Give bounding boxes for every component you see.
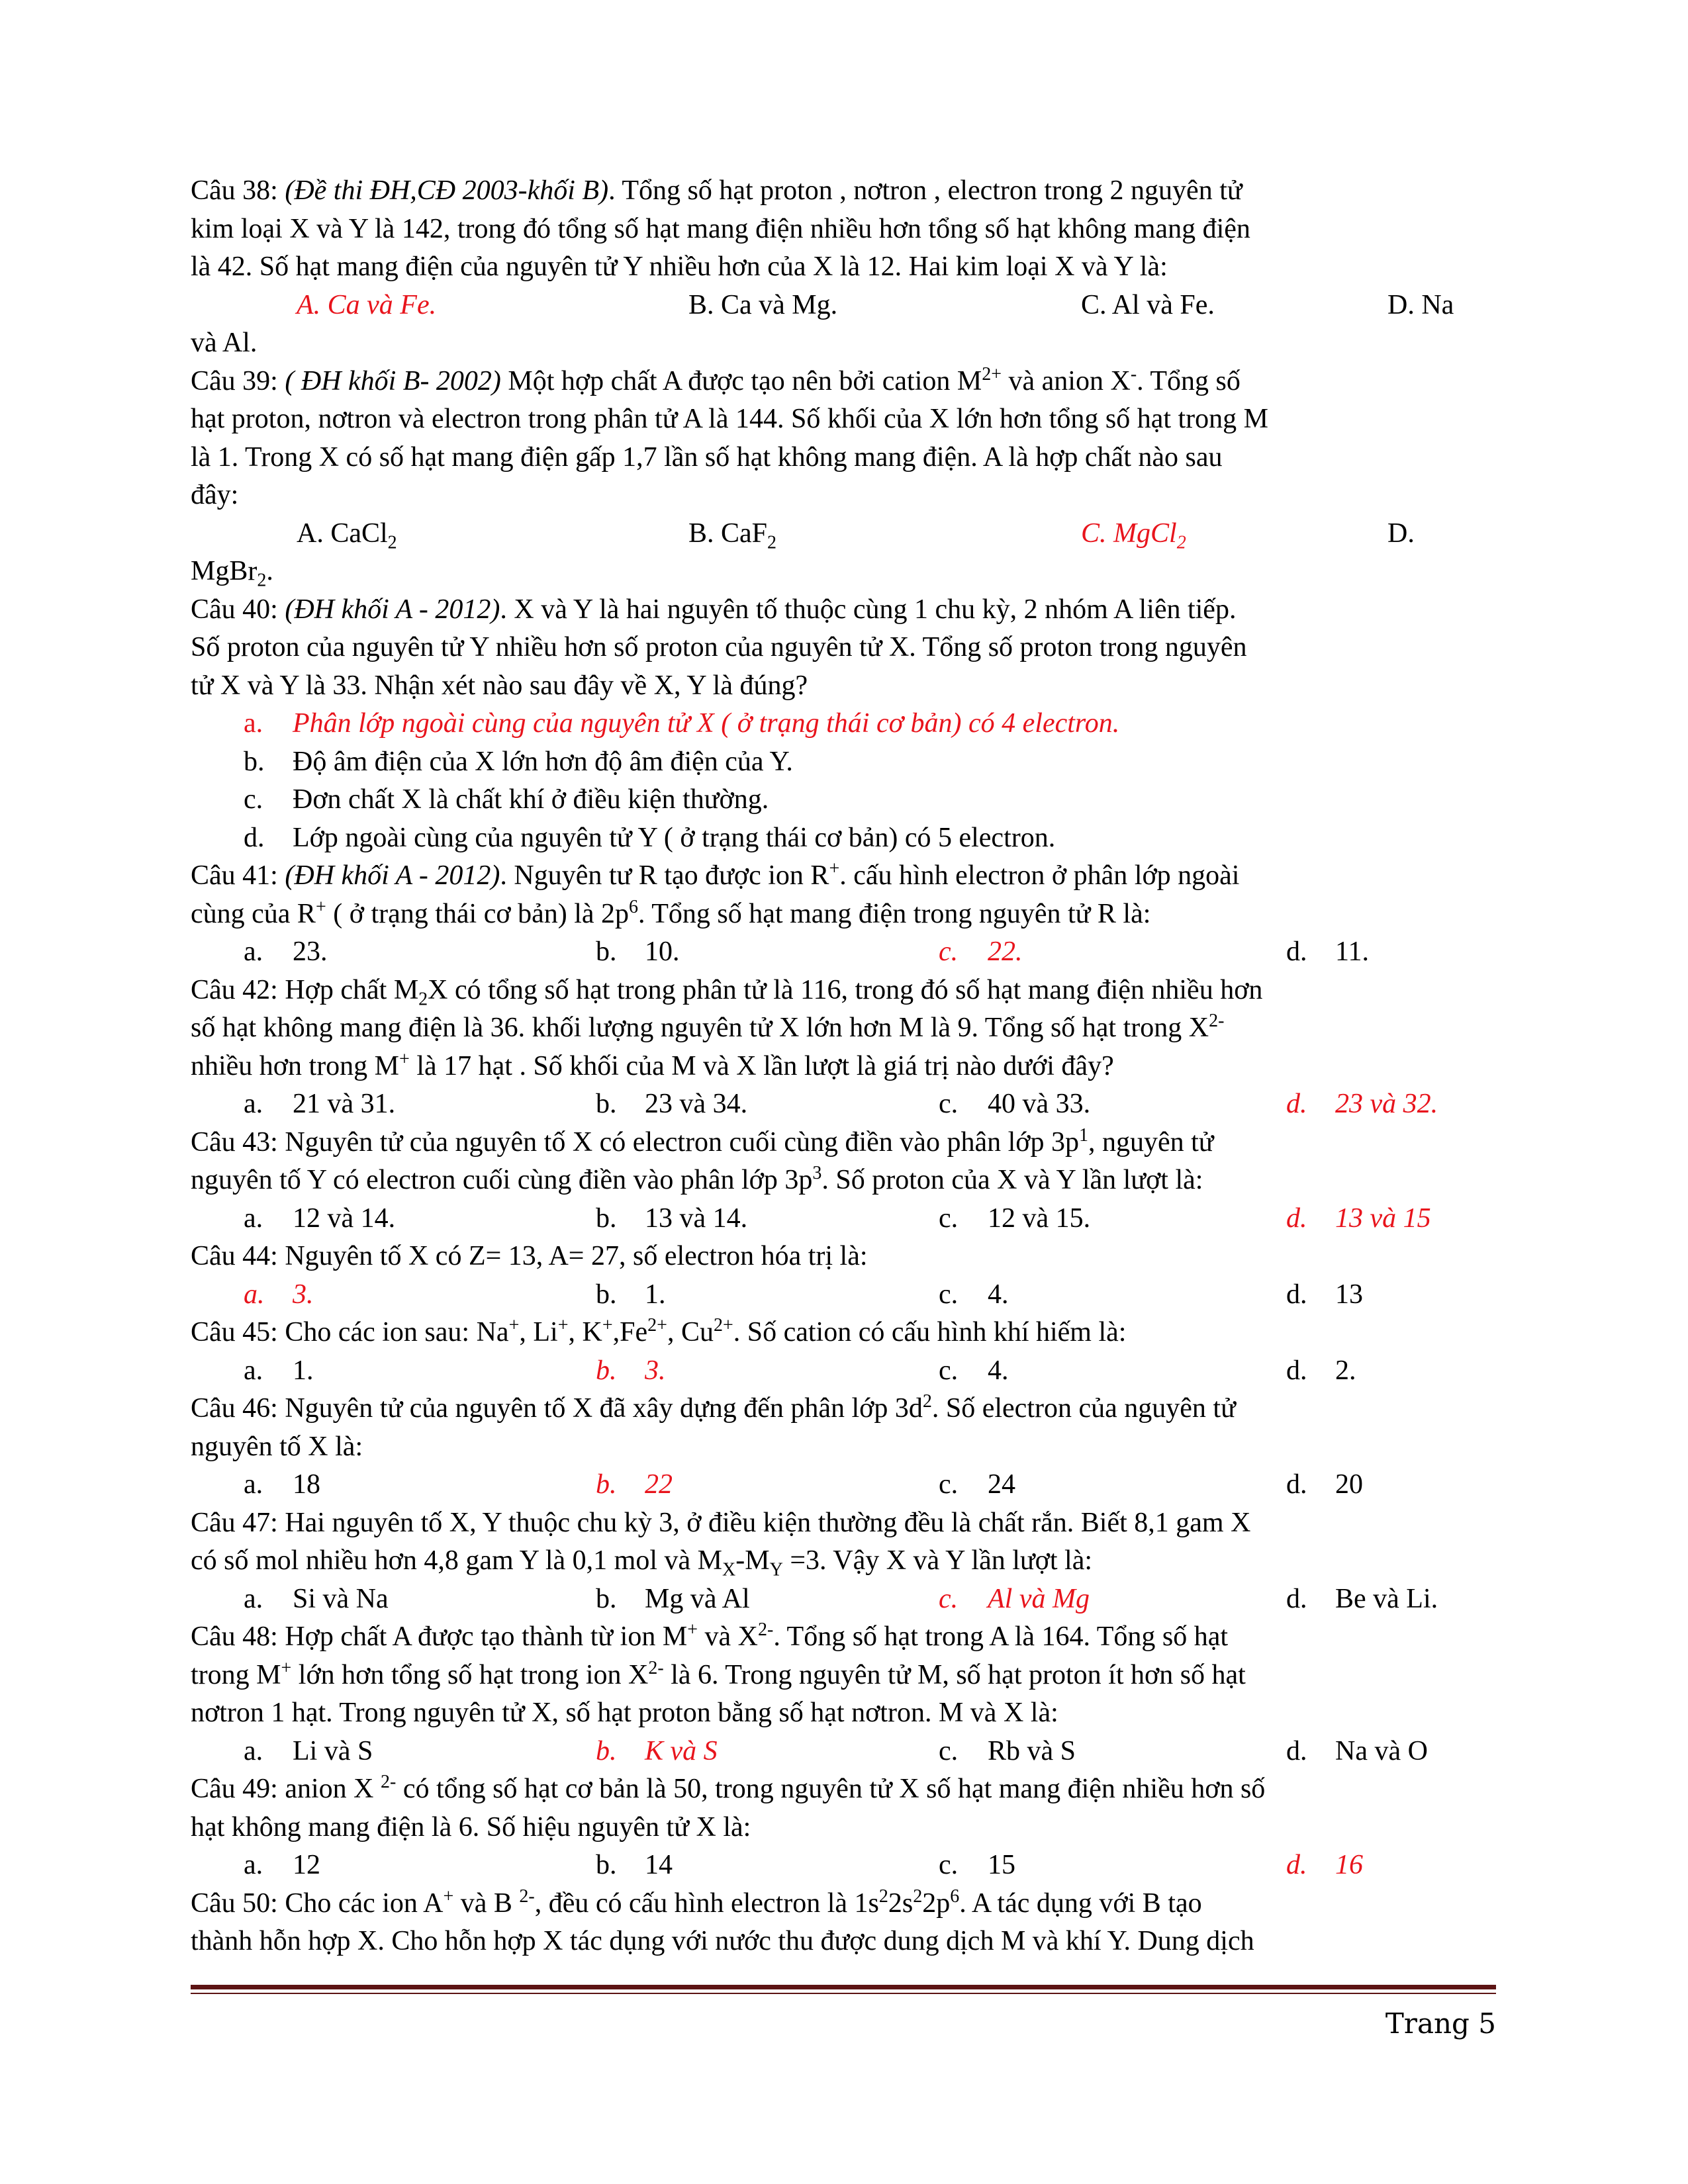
question-text: Nguyên tố X có Z= 13, A= 27, số electron hóa trị là: bbox=[285, 1241, 868, 1271]
option-text: 10. bbox=[645, 936, 680, 967]
question-number: Câu 48: bbox=[191, 1621, 285, 1652]
option-text: Al và Mg bbox=[988, 1583, 1090, 1614]
q38-line-4: và Al. bbox=[191, 328, 258, 358]
question-text: Cho các ion A bbox=[285, 1888, 444, 1919]
option-letter: d. bbox=[1286, 1469, 1307, 1500]
question-text: , đều có cấu hình electron là 1s bbox=[534, 1888, 879, 1919]
q38-options bbox=[191, 287, 1495, 325]
option-text: C. MgCl bbox=[1081, 518, 1177, 549]
q49-line-2: hạt không mang điện là 6. Số hiệu nguyên tử X là: bbox=[191, 1811, 751, 1843]
option-text: 40 và 33. bbox=[988, 1089, 1091, 1119]
superscript: + bbox=[687, 1619, 698, 1640]
question-text: 2s bbox=[888, 1888, 914, 1919]
option-text: 14 bbox=[645, 1850, 673, 1880]
question-text: . Số proton của X và Y lần lượt là: bbox=[821, 1165, 1203, 1195]
question-number: Câu 42: bbox=[191, 974, 285, 1005]
option-letter: a. bbox=[244, 708, 263, 739]
option-a: A. Ca và Fe. bbox=[297, 289, 437, 320]
option-b bbox=[596, 1466, 673, 1504]
q40-option-a bbox=[191, 705, 1495, 743]
option-a bbox=[244, 1276, 314, 1314]
q45-line-1 bbox=[191, 1314, 1495, 1352]
option-a bbox=[244, 1466, 320, 1504]
option-b bbox=[596, 1733, 718, 1771]
option-d bbox=[1286, 1200, 1431, 1238]
option-text: 12 và 15. bbox=[988, 1203, 1091, 1234]
option-letter: b. bbox=[596, 1469, 617, 1500]
superscript: 6 bbox=[629, 896, 639, 917]
question-number: Câu 45: bbox=[191, 1317, 285, 1347]
option-letter: b. bbox=[596, 1355, 617, 1386]
q41-options bbox=[191, 933, 1495, 972]
option-b bbox=[688, 515, 776, 553]
option-c bbox=[939, 933, 1023, 972]
subscript: 2 bbox=[1176, 531, 1186, 553]
superscript: 2- bbox=[519, 1886, 535, 1907]
superscript: 3 bbox=[812, 1163, 822, 1183]
q50-line-2: thành hỗn hợp X. Cho hỗn hợp X tác dụng với nước thu được dung dịch M và khí Y. Dung dịch bbox=[191, 1926, 1254, 1956]
option-text: Mg và Al bbox=[645, 1583, 750, 1614]
q39-line-2: hạt proton, nơtron và electron trong phân tử A là 144. Số khối của X lớn hơn tổng số hạt trong M bbox=[191, 404, 1269, 434]
option-letter: a. bbox=[244, 1203, 263, 1234]
option-a bbox=[244, 1352, 314, 1390]
q48-line-3: nơtron 1 hạt. Trong nguyên tử X, số hạt proton bằng số hạt nơtron. M và X là: bbox=[191, 1698, 1058, 1728]
option-letter: d. bbox=[1286, 1735, 1307, 1766]
option-text: 22 bbox=[645, 1469, 673, 1500]
option-text: Na và O bbox=[1335, 1735, 1428, 1766]
question-text: . A tác dụng với B tạo bbox=[959, 1888, 1202, 1919]
option-c bbox=[939, 1085, 1090, 1124]
question-text: . Nguyên tư R tạo được ion R bbox=[500, 860, 829, 891]
subscript: 2 bbox=[387, 531, 397, 553]
option-text: Đơn chất X là chất khí ở điều kiện thường. bbox=[293, 784, 769, 815]
question-text: Cho các ion sau: Na bbox=[285, 1317, 509, 1347]
superscript: + bbox=[443, 1886, 454, 1907]
option-text: 1. bbox=[645, 1279, 666, 1310]
q46-options bbox=[191, 1466, 1495, 1504]
q38-line-1 bbox=[191, 172, 1495, 210]
q43-line-2 bbox=[191, 1161, 1495, 1200]
option-letter: c. bbox=[939, 1355, 959, 1386]
option-d bbox=[1286, 1276, 1363, 1314]
q39-line-5 bbox=[191, 553, 1495, 591]
option-text: . bbox=[266, 556, 273, 586]
question-text: , Li bbox=[519, 1317, 558, 1347]
q47-options bbox=[191, 1580, 1495, 1619]
question-text: -M bbox=[735, 1545, 770, 1576]
q39-options bbox=[191, 515, 1495, 553]
document-body bbox=[191, 172, 1495, 1961]
option-b bbox=[596, 1580, 750, 1619]
question-text: . Tổng số hạt trong A là 164. Tổng số hạt bbox=[773, 1621, 1229, 1652]
question-source: (ĐH khối A - 2012) bbox=[285, 860, 500, 891]
question-text: . Số electron của nguyên tử bbox=[931, 1393, 1236, 1424]
question-number: Câu 46: bbox=[191, 1393, 285, 1424]
superscript: - bbox=[1130, 363, 1137, 385]
option-b bbox=[596, 1352, 666, 1390]
question-text: có số mol nhiều hơn 4,8 gam Y là 0,1 mol và M bbox=[191, 1545, 723, 1576]
q49-line-1 bbox=[191, 1770, 1495, 1809]
option-text: Độ âm điện của X lớn hơn độ âm điện của Y. bbox=[293, 746, 793, 777]
option-c bbox=[939, 1846, 1015, 1885]
option-d bbox=[1286, 1733, 1428, 1771]
footer-rule-thick bbox=[191, 1985, 1496, 1989]
q41-line-2 bbox=[191, 895, 1495, 934]
option-letter: a. bbox=[244, 1735, 263, 1766]
option-text: Si và Na bbox=[293, 1583, 389, 1614]
question-text: cùng của R bbox=[191, 898, 316, 929]
question-text: , K bbox=[568, 1317, 602, 1347]
option-letter: a. bbox=[244, 1850, 263, 1880]
option-c bbox=[939, 1276, 1009, 1314]
question-text: và anion X bbox=[1002, 365, 1131, 396]
question-number: Câu 43: bbox=[191, 1126, 285, 1158]
option-text: 13 và 14. bbox=[645, 1203, 748, 1234]
question-source: (Đề thi ĐH,CĐ 2003-khối B) bbox=[285, 175, 609, 206]
option-text: 3. bbox=[293, 1279, 314, 1310]
option-c: C. Al và Fe. bbox=[1081, 289, 1215, 320]
q45-options bbox=[191, 1352, 1495, 1390]
option-a bbox=[244, 933, 328, 972]
option-d bbox=[1286, 933, 1369, 972]
q47-line-2 bbox=[191, 1542, 1495, 1580]
option-letter: a. bbox=[244, 1583, 263, 1614]
question-text: Nguyên tử của nguyên tố X đã xây dựng đến phân lớp 3d bbox=[285, 1393, 923, 1424]
question-text: ,Fe bbox=[612, 1317, 648, 1347]
option-letter: a. bbox=[244, 936, 263, 967]
q47-line-1 bbox=[191, 1504, 1495, 1543]
option-letter: c. bbox=[244, 784, 263, 815]
option-text: 23 và 32. bbox=[1335, 1089, 1438, 1119]
superscript: 2- bbox=[757, 1619, 774, 1640]
option-letter: b. bbox=[596, 1735, 617, 1766]
q40-line-3: tử X và Y là 33. Nhận xét nào sau đây về X, Y là đúng? bbox=[191, 670, 808, 701]
question-number: Câu 49: bbox=[191, 1774, 285, 1804]
superscript: + bbox=[315, 896, 326, 917]
option-letter: b. bbox=[596, 1203, 617, 1234]
subscript: Y bbox=[769, 1559, 783, 1580]
question-number: Câu 41: bbox=[191, 860, 285, 891]
option-letter: a. bbox=[244, 1355, 263, 1386]
question-text: X có tổng số hạt trong phân tử là 116, trong đó số hạt mang điện nhiều hơn bbox=[428, 974, 1263, 1005]
question-text: Hợp chất A được tạo thành từ ion M bbox=[285, 1621, 688, 1652]
option-text: Li và S bbox=[293, 1735, 373, 1766]
option-letter: d. bbox=[1286, 936, 1307, 967]
option-text: Rb và S bbox=[988, 1735, 1076, 1766]
q41-line-1 bbox=[191, 857, 1495, 895]
option-d: D. bbox=[1387, 518, 1415, 549]
superscript: + bbox=[399, 1048, 410, 1069]
q40-option-b bbox=[191, 743, 1495, 782]
option-letter: c. bbox=[939, 1583, 959, 1614]
option-letter: b. bbox=[596, 1850, 617, 1880]
option-text: MgBr bbox=[191, 556, 258, 586]
footer-rule-thin bbox=[191, 1993, 1496, 1994]
superscript: 6 bbox=[950, 1886, 960, 1907]
option-text: 4. bbox=[988, 1355, 1009, 1386]
q48-line-2 bbox=[191, 1657, 1495, 1695]
option-letter: c. bbox=[939, 1735, 959, 1766]
superscript: 2 bbox=[922, 1391, 932, 1412]
option-letter: b. bbox=[244, 746, 265, 777]
question-text: số hạt không mang điện là 36. khối lượng nguyên tử X lớn hơn M là 9. Tổng số hạt trong X bbox=[191, 1013, 1209, 1043]
q40-option-d bbox=[191, 819, 1495, 858]
option-letter: c. bbox=[939, 1279, 959, 1310]
question-text: và X bbox=[698, 1621, 758, 1652]
q39-line-3: là 1. Trong X có số hạt mang điện gấp 1,7 lần số hạt không mang điện. A là hợp chất nào sau bbox=[191, 441, 1223, 473]
question-text: nguyên tố Y có electron cuối cùng điền vào phân lớp 3p bbox=[191, 1165, 813, 1195]
option-text: 23 và 34. bbox=[645, 1089, 748, 1119]
option-letter: d. bbox=[244, 822, 265, 853]
superscript: 1 bbox=[1078, 1124, 1088, 1146]
question-text: . cấu hình electron ở phân lớp ngoài bbox=[839, 860, 1240, 891]
option-b bbox=[596, 1085, 747, 1124]
superscript: + bbox=[557, 1315, 569, 1336]
question-text: Một hợp chất A được tạo nên bởi cation M bbox=[500, 365, 982, 396]
option-d bbox=[1286, 1580, 1438, 1619]
option-d: D. Na bbox=[1387, 289, 1454, 320]
question-text: 2p bbox=[922, 1888, 951, 1919]
subscript: 2 bbox=[767, 531, 777, 553]
page-number: Trang 5 bbox=[1385, 2007, 1496, 2040]
q42-options bbox=[191, 1085, 1495, 1124]
q40-line-1 bbox=[191, 591, 1495, 629]
option-text: 23. bbox=[293, 936, 328, 967]
q38-line-3: là 42. Số hạt mang điện của nguyên tử Y nhiều hơn của X là 12. Hai kim loại X và Y là: bbox=[191, 251, 1168, 282]
q46-line-1 bbox=[191, 1390, 1495, 1428]
option-text: 22. bbox=[988, 936, 1023, 967]
option-text: Phân lớp ngoài cùng của nguyên tử X ( ở trạng thái cơ bản) có 4 electron. bbox=[293, 708, 1120, 739]
option-text: 15 bbox=[988, 1850, 1015, 1880]
option-text: Lớp ngoài cùng của nguyên tử Y ( ở trạng thái cơ bản) có 5 electron. bbox=[293, 822, 1056, 853]
question-text: Nguyên tử của nguyên tố X có electron cuối cùng điền vào phân lớp 3p bbox=[285, 1126, 1079, 1158]
question-number: Câu 50: bbox=[191, 1888, 285, 1919]
question-text: Hai nguyên tố X, Y thuộc chu kỳ 3, ở điều kiện thường đều là chất rắn. Biết 8,1 gam X bbox=[285, 1507, 1251, 1538]
option-c bbox=[939, 1580, 1090, 1619]
option-text: 21 và 31. bbox=[293, 1089, 396, 1119]
subscript: X bbox=[722, 1559, 736, 1580]
q50-line-1 bbox=[191, 1885, 1495, 1923]
question-source: ( ĐH khối B- 2002) bbox=[285, 365, 501, 396]
question-text: , nguyên tử bbox=[1088, 1126, 1214, 1158]
question-text: có tổng số hạt cơ bản là 50, trong nguyên tử X số hạt mang điện nhiều hơn số bbox=[396, 1774, 1266, 1804]
q46-line-2: nguyên tố X là: bbox=[191, 1431, 363, 1462]
superscript: + bbox=[281, 1657, 292, 1678]
option-text: A. CaCl bbox=[297, 518, 388, 549]
superscript: 2- bbox=[1209, 1011, 1225, 1031]
option-letter: d. bbox=[1286, 1203, 1307, 1234]
option-d bbox=[1286, 1085, 1438, 1124]
option-text: 1. bbox=[293, 1355, 314, 1386]
option-letter: b. bbox=[596, 1583, 617, 1614]
superscript: 2 bbox=[878, 1886, 888, 1907]
q42-line-2 bbox=[191, 1009, 1495, 1048]
question-text: lớn hơn tổng số hạt trong ion X bbox=[291, 1659, 649, 1690]
q42-line-1 bbox=[191, 972, 1495, 1010]
option-text: 13 và 15 bbox=[1335, 1203, 1431, 1234]
option-b bbox=[596, 933, 680, 972]
option-c bbox=[1081, 515, 1186, 553]
option-text: 4. bbox=[988, 1279, 1009, 1310]
option-a bbox=[244, 1846, 320, 1885]
superscript: + bbox=[602, 1315, 613, 1336]
question-text: . Tổng số hạt proton , nơtron , electron trong 2 nguyên tử bbox=[608, 175, 1243, 206]
option-d bbox=[1286, 1466, 1363, 1504]
option-d bbox=[1286, 1846, 1363, 1885]
subscript: 2 bbox=[418, 988, 428, 1009]
option-text: Be và Li. bbox=[1335, 1583, 1438, 1614]
question-text: , Cu bbox=[667, 1317, 714, 1347]
option-letter: c. bbox=[939, 936, 959, 967]
option-letter: a. bbox=[244, 1279, 265, 1310]
question-text: trong M bbox=[191, 1659, 281, 1690]
superscript: 2- bbox=[380, 1772, 397, 1792]
option-d bbox=[1286, 1352, 1356, 1390]
q38-line-2: kim loại X và Y là 142, trong đó tổng số hạt mang điện nhiều hơn tổng số hạt không mang điện bbox=[191, 213, 1250, 244]
option-letter: a. bbox=[244, 1089, 263, 1119]
option-a bbox=[244, 1085, 395, 1124]
subscript: 2 bbox=[257, 570, 267, 591]
option-text: 12 và 14. bbox=[293, 1203, 396, 1234]
option-letter: d. bbox=[1286, 1089, 1307, 1119]
superscript: 2+ bbox=[713, 1315, 733, 1336]
option-text: B. CaF bbox=[688, 518, 768, 549]
option-letter: b. bbox=[596, 936, 617, 967]
question-number: Câu 44: bbox=[191, 1241, 285, 1271]
option-text: 18 bbox=[293, 1469, 320, 1500]
question-text: . X và Y là hai nguyên tố thuộc cùng 1 chu kỳ, 2 nhóm A liên tiếp. bbox=[500, 594, 1237, 625]
q39-line-4: đây: bbox=[191, 480, 239, 510]
option-letter: d. bbox=[1286, 1355, 1307, 1386]
option-text: 16 bbox=[1335, 1850, 1363, 1880]
q42-line-3 bbox=[191, 1048, 1495, 1086]
superscript: + bbox=[829, 858, 840, 879]
option-letter: b. bbox=[596, 1089, 617, 1119]
q49-options bbox=[191, 1846, 1495, 1885]
option-text: 13 bbox=[1335, 1279, 1363, 1310]
option-letter: a. bbox=[244, 1469, 263, 1500]
q48-options bbox=[191, 1733, 1495, 1771]
question-text: . Tổng số hạt mang điện trong nguyên tử R là: bbox=[638, 898, 1151, 929]
option-text: 3. bbox=[645, 1355, 666, 1386]
question-text: là 6. Trong nguyên tử M, số hạt proton ít hơn số hạt bbox=[663, 1659, 1246, 1690]
q43-options bbox=[191, 1200, 1495, 1238]
question-text: và B bbox=[453, 1888, 520, 1919]
option-c bbox=[939, 1200, 1090, 1238]
question-source: (ĐH khối A - 2012) bbox=[285, 594, 500, 625]
option-letter: c. bbox=[939, 1203, 959, 1234]
q39-line-1 bbox=[191, 363, 1495, 401]
option-text: 12 bbox=[293, 1850, 320, 1880]
q48-line-1 bbox=[191, 1618, 1495, 1657]
question-text: ( ở trạng thái cơ bản) là 2p bbox=[326, 898, 630, 929]
superscript: 2- bbox=[648, 1657, 664, 1678]
option-text: 20 bbox=[1335, 1469, 1363, 1500]
option-a bbox=[244, 1733, 373, 1771]
option-b bbox=[596, 1200, 747, 1238]
question-number: Câu 38: bbox=[191, 175, 285, 206]
option-c bbox=[939, 1466, 1015, 1504]
question-number: Câu 47: bbox=[191, 1507, 285, 1538]
option-text: 2. bbox=[1335, 1355, 1356, 1386]
option-letter: c. bbox=[939, 1850, 959, 1880]
question-text: nhiều hơn trong M bbox=[191, 1050, 400, 1081]
option-letter: d. bbox=[1286, 1850, 1307, 1880]
option-letter: d. bbox=[1286, 1583, 1307, 1614]
question-text: . Tổng số bbox=[1137, 365, 1241, 396]
option-b bbox=[596, 1276, 666, 1314]
q44-options bbox=[191, 1276, 1495, 1314]
question-text: là 17 hạt . Số khối của M và X lần lượt là giá trị nào dưới đây? bbox=[409, 1050, 1114, 1081]
option-text: 11. bbox=[1335, 936, 1369, 967]
superscript: 2+ bbox=[647, 1315, 667, 1336]
option-b bbox=[596, 1846, 673, 1885]
superscript: 2+ bbox=[982, 363, 1002, 385]
question-number: Câu 40: bbox=[191, 594, 285, 625]
option-letter: d. bbox=[1286, 1279, 1307, 1310]
question-text: =3. Vậy X và Y lần lượt là: bbox=[782, 1545, 1093, 1576]
q43-line-1 bbox=[191, 1124, 1495, 1162]
option-text: 24 bbox=[988, 1469, 1015, 1500]
q44-line-1 bbox=[191, 1238, 1495, 1276]
q40-line-2: Số proton của nguyên tử Y nhiều hơn số proton của nguyên tử X. Tổng số proton trong nguyên bbox=[191, 632, 1247, 662]
option-b: B. Ca và Mg. bbox=[688, 289, 838, 320]
question-number: Câu 39: bbox=[191, 365, 285, 396]
superscript: + bbox=[508, 1315, 520, 1336]
option-a bbox=[244, 1200, 395, 1238]
option-letter: c. bbox=[939, 1469, 959, 1500]
superscript: 2 bbox=[913, 1886, 923, 1907]
option-a bbox=[297, 515, 397, 553]
q40-option-c bbox=[191, 781, 1495, 819]
option-letter: b. bbox=[596, 1279, 617, 1310]
question-text: . Số cation có cấu hình khí hiếm là: bbox=[733, 1317, 1127, 1347]
option-a bbox=[244, 1580, 389, 1619]
option-text: K và S bbox=[645, 1735, 718, 1766]
option-c bbox=[939, 1352, 1009, 1390]
question-text: anion X bbox=[285, 1774, 381, 1804]
option-letter: c. bbox=[939, 1089, 959, 1119]
question-text: Hợp chất M bbox=[285, 974, 419, 1005]
option-c bbox=[939, 1733, 1076, 1771]
